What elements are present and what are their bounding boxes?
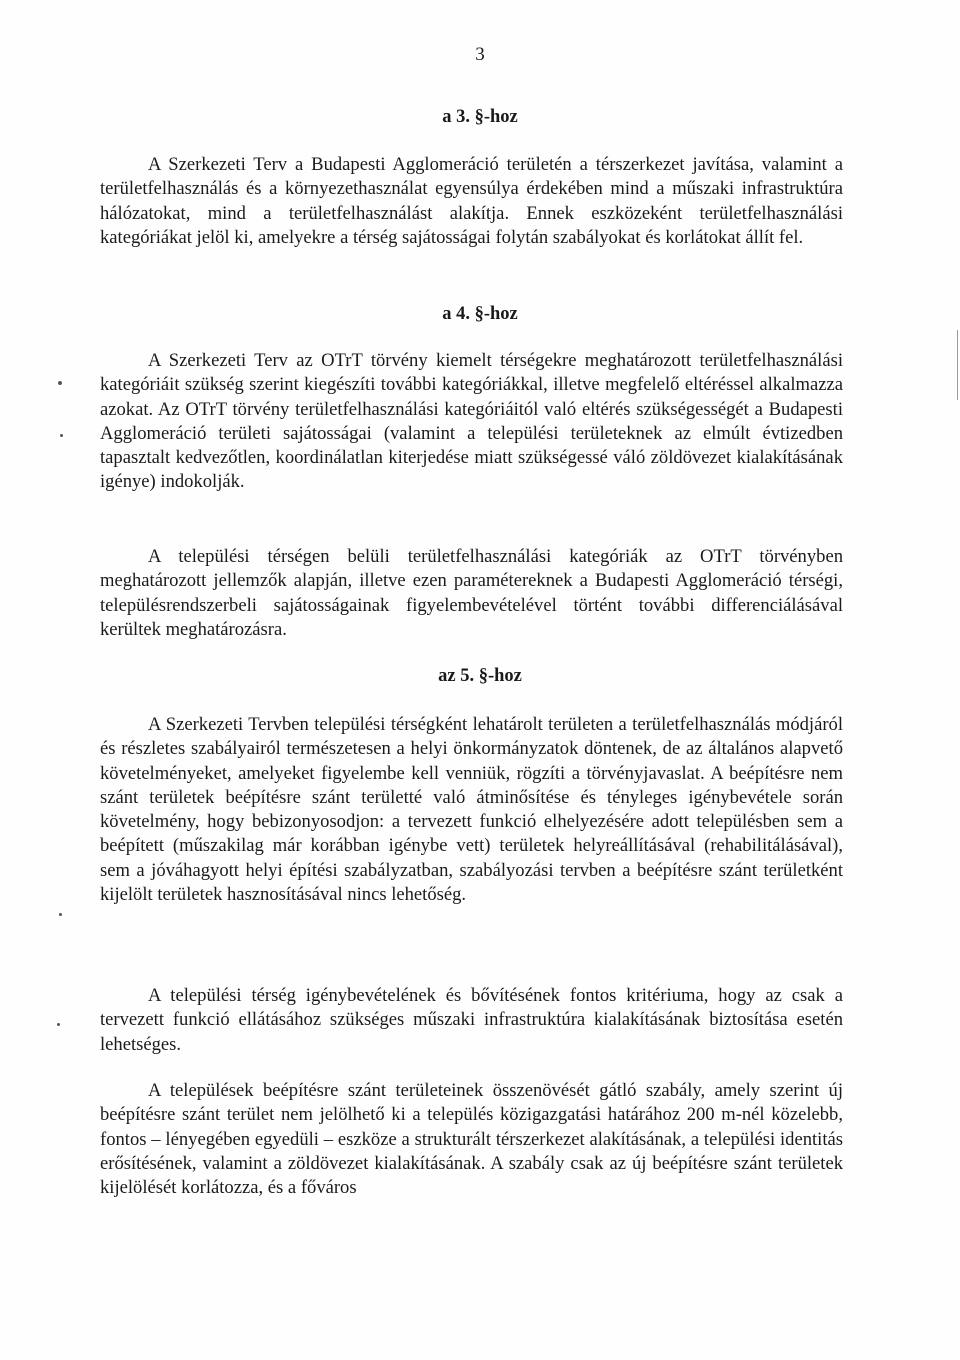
scan-speck xyxy=(59,913,62,916)
scan-speck xyxy=(58,381,62,385)
paragraph-5-2: A települési térség igénybevételének és bővítésének fontos kritériuma, hogy az csak a tervezett funkció ellátásához szükséges műszaki infrastruktúra kialakításának biztosítása esetén lehetséges. xyxy=(100,985,843,1055)
section-heading-5: az 5. §-hoz xyxy=(438,666,522,686)
paragraph-4-1: A Szerkezeti Terv az OTrT törvény kiemelt térségekre meghatározott területfelhasználási kategóriáit szükség szerint kiegészíti további kategóriákkal, illetve megfelelő eltéréssel alkalmazza azokat. Az OTrT törvény területfelhasználási kategóriáitól való eltérés szükségességét a Budapesti Agglomeráció területi sajátosságai (valamint a települési területeknek az elmúlt évtizedben tapasztalt kedvezőtlen, koordinálatlan kiterjedése miatt szükségessé váló zöldövezet kialakításának igénye) indokolják. xyxy=(100,350,843,493)
page-number: 3 xyxy=(475,44,485,65)
paragraph-3-1: A Szerkezeti Terv a Budapesti Agglomeráció területén a térszerkezet javítása, valamint a területfelhasználás és a környezethasználat egyensúlya érdekében mind a műszaki infrastruktúra hálózatokat, mind a területfelhasználást alakítja. Ennek eszközeként területfelhasználási kategóriákat jelöl ki, amelyekre a térség sajátosságai folytán szabályokat és korlátokat állít fel. xyxy=(100,154,843,248)
paragraph-5-1: A Szerkezeti Tervben települési térségként lehatárolt területen a területfelhasználás módjáról és részletes szabályairól természetesen a helyi önkormányzatok döntenek, de az általános alapvető követelményeket, amelyeket figyelembe kell venniük, rögzíti a törvényjavaslat. A beépítésre nem szánt területek beépítésre szánt területté való átminősítése és tényleges igénybevétele során követelmény, hogy bebizonyosodjon: a tervezett funkció elhelyezésére adott településben sem a beépített (műszakilag már korábban igénybe vett) területek helyreállításával (rehabilitálásával), sem a jóváhagyott helyi építési szabályzatban, szabályozási tervben a beépítésre szánt területként kijelölt területek hasznosításával nincs lehetőség. xyxy=(100,714,843,906)
paragraph-5-3: A települések beépítésre szánt területeinek összenövését gátló szabály, amely szerint új beépítésre szánt terület nem jelölhető ki a település közigazgatási határához 200 m-nél közelebb, fontos – lényegében egyedüli – eszköze a strukturált térszerkezet alakításának, a települési identitás erősítésének, valamint a zöldövezet kialakításának. A szabály csak az új beépítésre szánt területek kijelölését korlátozza, és a főváros xyxy=(100,1080,843,1199)
scan-edge-line xyxy=(957,330,958,400)
scan-speck xyxy=(60,434,63,437)
section-heading-4: a 4. §-hoz xyxy=(442,304,518,324)
paragraph-4-2: A települési térségen belüli területfelhasználási kategóriák az OTrT törvényben meghatározott jellemzők alapján, illetve ezen paramétereknek a Budapesti Agglomeráció térségi, településrendszerbeli sajátosságainak figyelembevételével történt további differenciálásával kerültek meghatározásra. xyxy=(100,546,843,640)
section-heading-3: a 3. §-hoz xyxy=(442,107,518,127)
scan-speck xyxy=(57,1023,60,1026)
